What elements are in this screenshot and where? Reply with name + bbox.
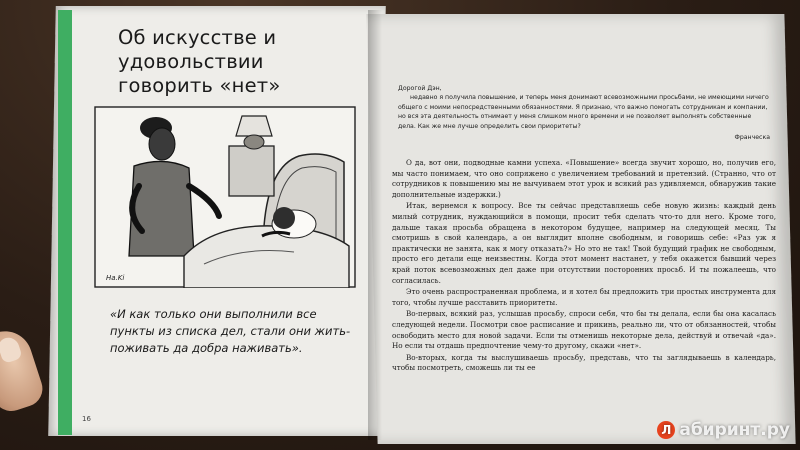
thumbnail-nail bbox=[0, 335, 23, 364]
labirint-logo-icon: Л bbox=[657, 421, 675, 439]
letter-greeting: Дорогой Дэн, bbox=[398, 85, 442, 92]
reader-letter bbox=[398, 84, 770, 142]
cartoon-signature: Ha.Ki bbox=[106, 274, 125, 282]
cartoon-illustration bbox=[94, 106, 356, 288]
paragraph: Во-вторых, когда ты выслушиваешь просьбу, представь, что ты заглядываешь в календарь, чтобы посмотреть, сможешь ли ты ее bbox=[392, 352, 776, 373]
chapter-heading: Об искусстве и удовольствии говорить «нет» bbox=[118, 26, 281, 97]
labirint-watermark bbox=[657, 420, 790, 440]
paragraph: Во-первых, всякий раз, услышав просьбу, спроси себя, что бы ты делала, если бы она касалась следующей недели. Посмотри свое расписание и прикинь, реально ли, что от обязанностей, чтобы освободить место для новой задачи. Если ты отменишь некоторые дела, действуй и отвечай «да». Но если ты отдашь предпочтение чему-то другому, скажи «нет». bbox=[392, 309, 776, 351]
answer-body bbox=[392, 158, 776, 375]
paragraph: Это очень распространенная проблема, и я хотел бы предложить три простых инструмента для того, чтобы лучше расставить приоритеты. bbox=[392, 287, 776, 307]
letter-signature: Франческа bbox=[734, 134, 770, 142]
paragraph: О да, вот они, подводные камни успеха. «Повышение» всегда звучит хорошо, но, получив его, мы часто понимаем, что оно сопряжено с увеличением требований и претензий. (Странно, что от сотрудников к повышению мы не вычуиваем этот урок и всякий раз удивляемся, обнаружив такие дополнительные издержки.) bbox=[392, 158, 776, 199]
watermark-text: абиринт.ру bbox=[679, 420, 790, 440]
paragraph: Итак, вернемся к вопросу. Все ты сейчас представляешь себе новую жизнь: каждый день милый сотрудник, нуждающийся в помощи, просит тебя сделать что-то для него. Кроме того, дальше такая просьба обращена в некотором будущее, например на следующей месяц. Ты смотришь в свой календарь, а он выглядит вполне свободным, и говоришь себе: «Раз уж я практически не занята, как я могу отказать?» Но это не так! Твой будущий график не свободным, просто его детали еще неизвестны. Когда этот момент настанет, у тебя окажется бывший через край поток всевозможных дел даже при отсутствии посторонних просьб. И ты пожалеешь, что согласилась. bbox=[392, 201, 776, 285]
cartoon-caption-quote: «И как только они выполнили все пункты из списка дел, стали они жить-поживать да добра наживать». bbox=[110, 307, 351, 355]
green-accent-strip bbox=[58, 10, 72, 435]
page-number: 16 bbox=[82, 415, 91, 423]
letter-text: недавно я получила повышение, и теперь меня донимают всевозможными просьбами, не имеющими ничего общего с моими непосредственными обязанностями. Я признаю, что важно помогать сотрудникам и компании, но вся эта деятельность отнимает у меня слишком много времени и не позволяет выполнять собственные дела. Как же мне лучше определить свои приоритеты? bbox=[398, 94, 769, 130]
